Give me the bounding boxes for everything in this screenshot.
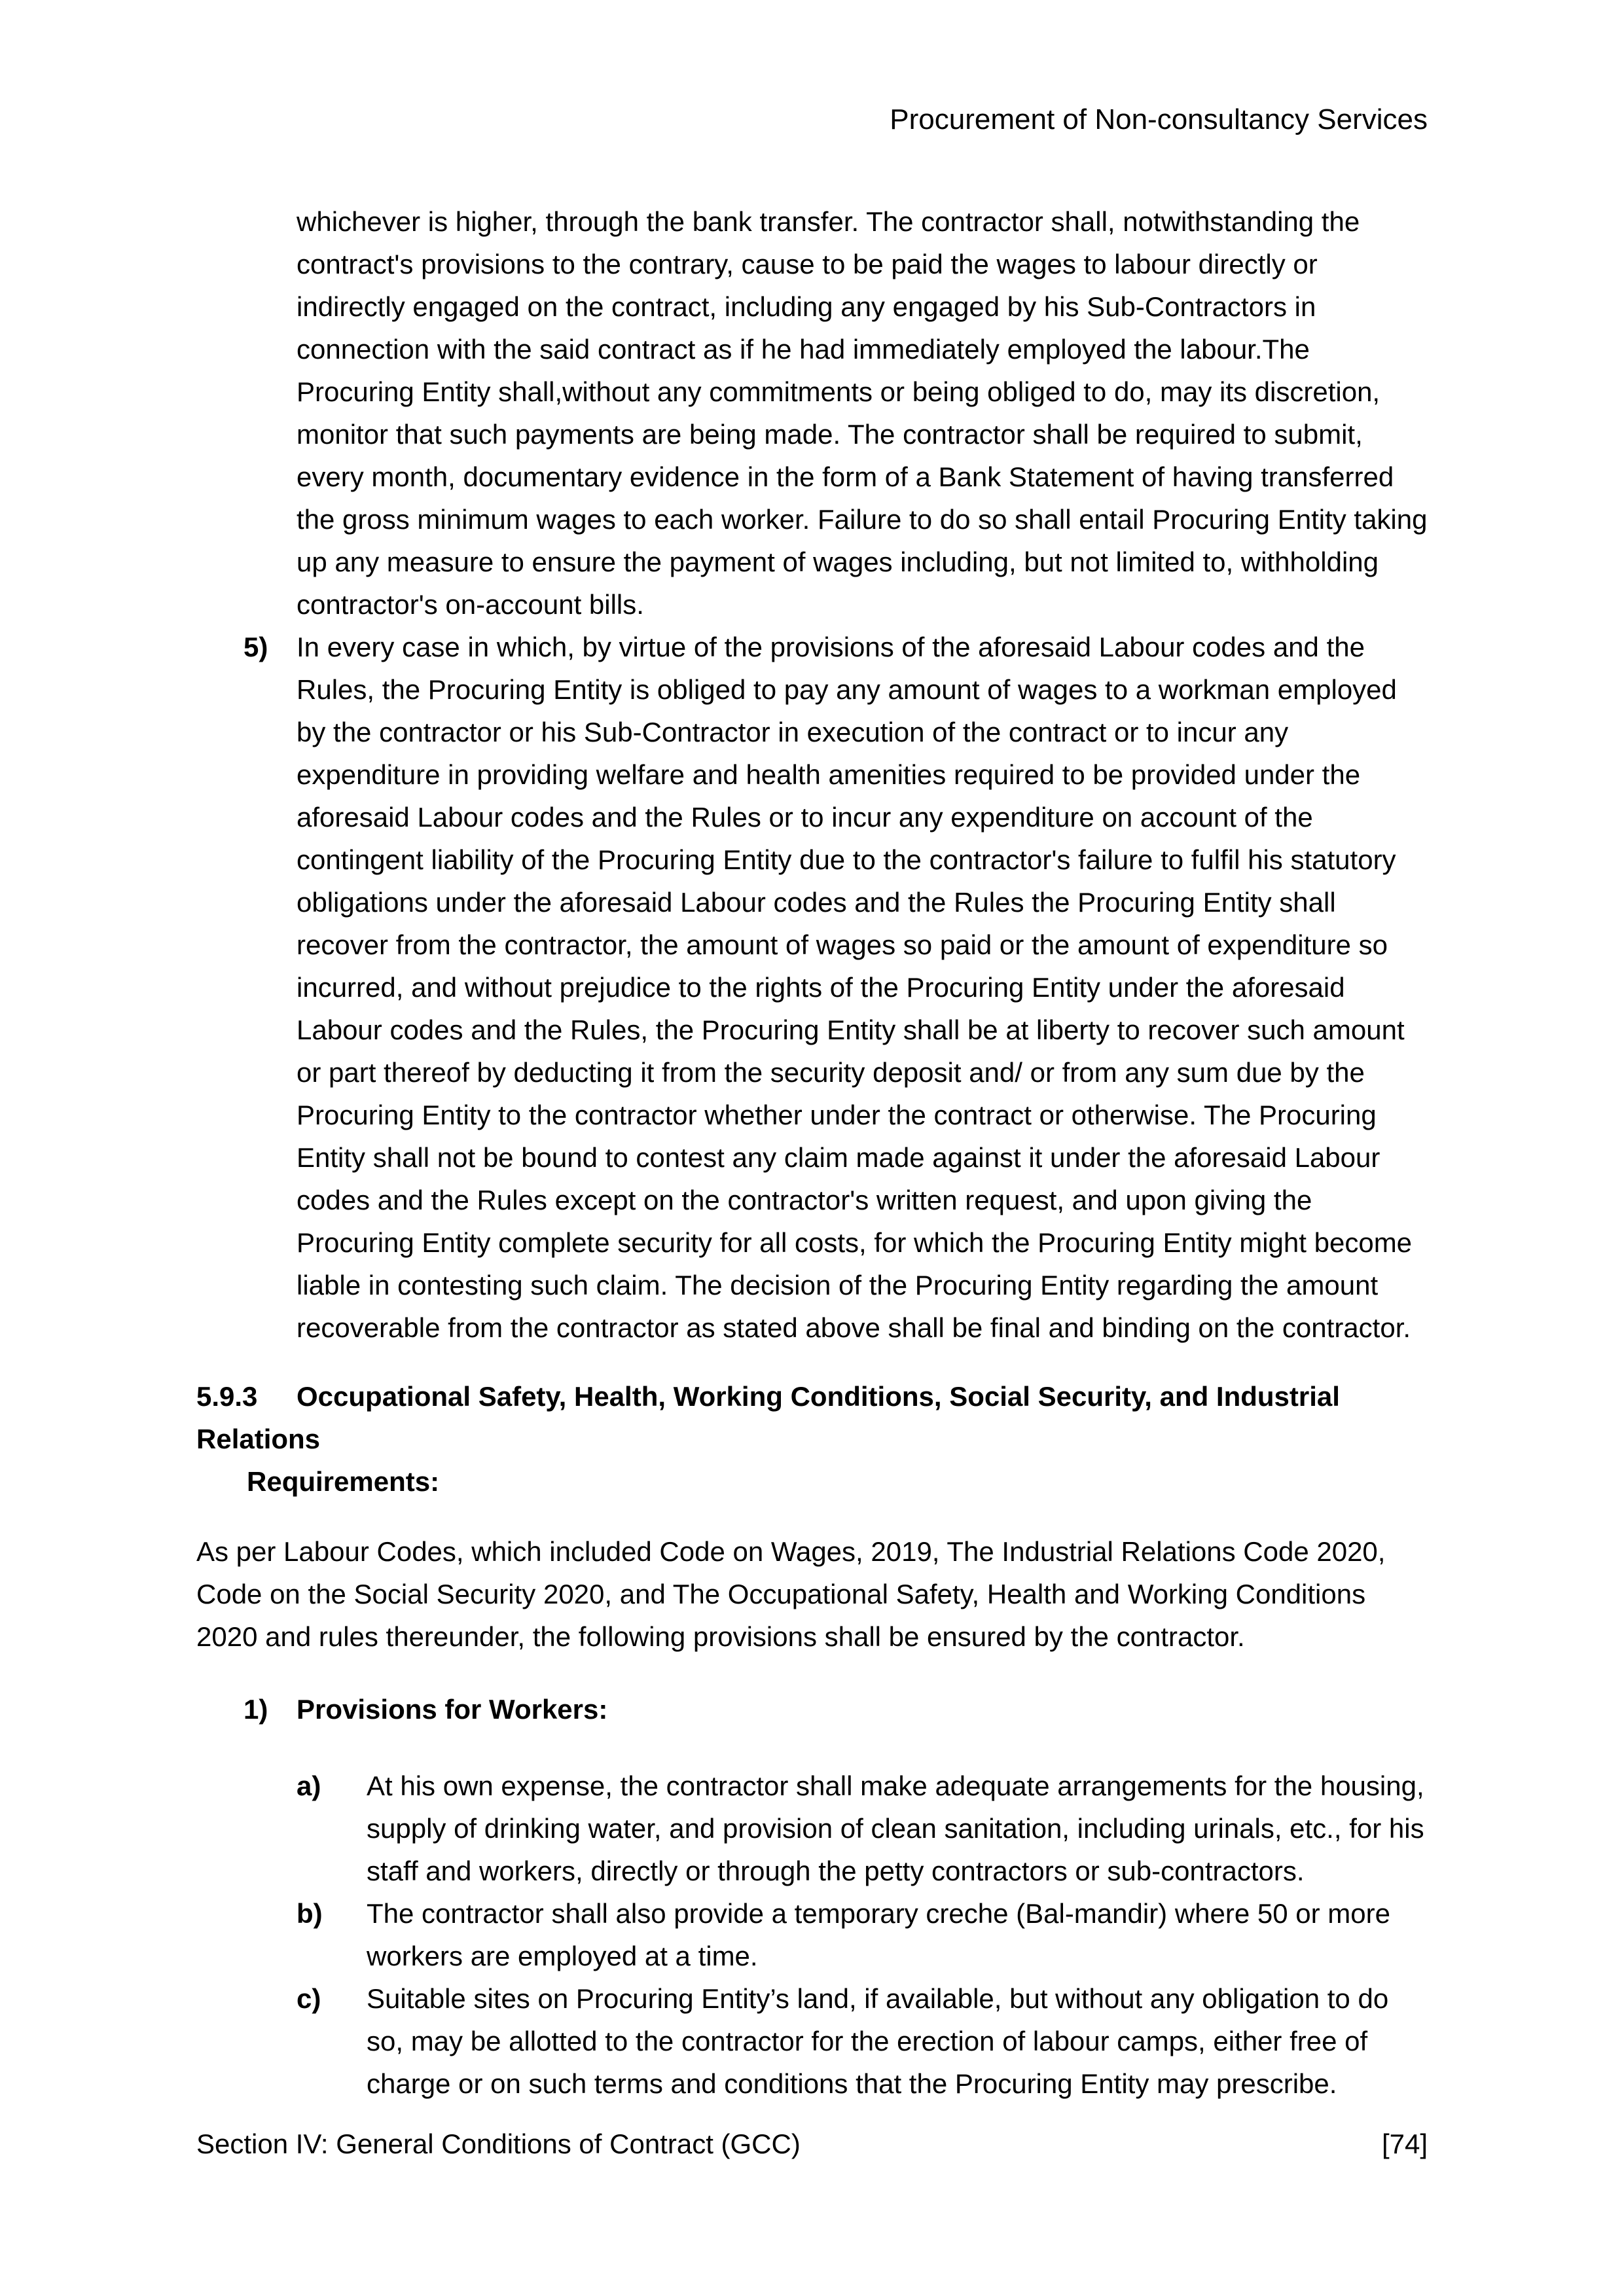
page-footer [196, 2123, 1428, 2165]
sublist-item-a-marker: a) [297, 1770, 321, 1801]
sublist-item-c-text: Suitable sites on Procuring Entity’s land, if available, but without any obligation to do so, may be allotted to the contractor for the erection of labour camps, either free of charge or on such terms and conditions that the Procuring Entity may prescribe. [367, 1983, 1389, 2099]
list-item-1-provisions [196, 1688, 1428, 1731]
sublist-item-c-marker: c) [297, 1983, 321, 2014]
list-item-1-title: Provisions for Workers: [297, 1694, 608, 1725]
sublist-item-c [196, 1977, 1428, 2105]
numbered-item-5-marker: 5) [244, 632, 268, 662]
page-header-title: Procurement of Non-consultancy Services [890, 103, 1428, 135]
paragraph-wage-payment-continuation: whichever is higher, through the bank transfer. The contractor shall, notwithstanding the contract's provisions to the contrary, cause to be paid the wages to labour directly or indirectly engaged on the contract, including any engaged by his Sub-Contractors in connection with the said contract as if he had immediately employed the labour.The Procuring Entity shall,without any commitments or being obliged to do, may its discretion, monitor that such payments are being made. The contractor shall be required to submit, every month, documentary evidence in the form of a Bank Statement of having transferred the gross minimum wages to each worker. Failure to do so shall entail Procuring Entity taking up any measure to ensure the payment of wages including, but not limited to, withholding contractor's on-account bills. [297, 206, 1428, 620]
page-content [196, 200, 1428, 2105]
sublist-item-b-text: The contractor shall also provide a temporary creche (Bal-mandir) where 50 or more workers are employed at a time. [367, 1898, 1390, 1971]
sublist-item-a [196, 1765, 1428, 1892]
sublist-item-b-marker: b) [297, 1898, 323, 1929]
numbered-item-5 [196, 626, 1428, 1349]
paragraph-labour-codes: As per Labour Codes, which included Code on Wages, 2019, The Industrial Relations Code 2020, Code on the Social Security 2020, and The Occupational Safety, Health and Working Conditions 2020 and rules thereunder, the following provisions shall be ensured by the contractor. [196, 1536, 1386, 1652]
footer-page-number: [74] [1381, 2128, 1428, 2159]
list-item-1-marker: 1) [244, 1694, 268, 1725]
lettered-sublist [196, 1765, 1428, 2105]
section-heading-5-9-3 [196, 1375, 1428, 1503]
section-heading-line1 [196, 1375, 1428, 1460]
section-heading-title-line2: Requirements: [247, 1466, 440, 1497]
sublist-item-a-text: At his own expense, the contractor shall make adequate arrangements for the housing, supply of drinking water, and provision of clean sanitation, including urinals, etc., for his staff and workers, directly or through the petty contractors or sub-contractors. [367, 1770, 1424, 1886]
sublist-item-b [196, 1892, 1428, 1977]
footer-section-label: Section IV: General Conditions of Contract (GCC) [196, 2128, 801, 2159]
section-heading-title: Occupational Safety, Health, Working Conditions, Social Security, and Industrial Relations [196, 1381, 1340, 1454]
section-heading-number: 5.9.3 [196, 1381, 258, 1412]
numbered-item-5-text: In every case in which, by virtue of the provisions of the aforesaid Labour codes and the Rules, the Procuring Entity is obliged to pay any amount of wages to a workman employed by the contractor or his Sub-Contractor in execution of the contract or to incur any expenditure in providing welfare and health amenities required to be provided under the aforesaid Labour codes and the Rules or to incur any expenditure on account of the contingent liability of the Procuring Entity due to the contractor's failure to fulfil his statutory obligations under the aforesaid Labour codes and the Rules the Procuring Entity shall recover from the contractor, the amount of wages so paid or the amount of expenditure so incurred, and without prejudice to the rights of the Procuring Entity under the aforesaid Labour codes and the Rules, the Procuring Entity shall be at liberty to recover such amount or part thereof by deducting it from the security deposit and/ or from any sum due by the Procuring Entity to the contractor whether under the contract or otherwise. The Procuring Entity shall not be bound to contest any claim made against it under the aforesaid Labour codes and the Rules except on the contractor's written request, and upon giving the Procuring Entity complete security for all costs, for which the Procuring Entity might become liable in contesting such claim. The decision of the Procuring Entity regarding the amount recoverable from the contractor as stated above shall be final and binding on the contractor. [297, 632, 1413, 1343]
